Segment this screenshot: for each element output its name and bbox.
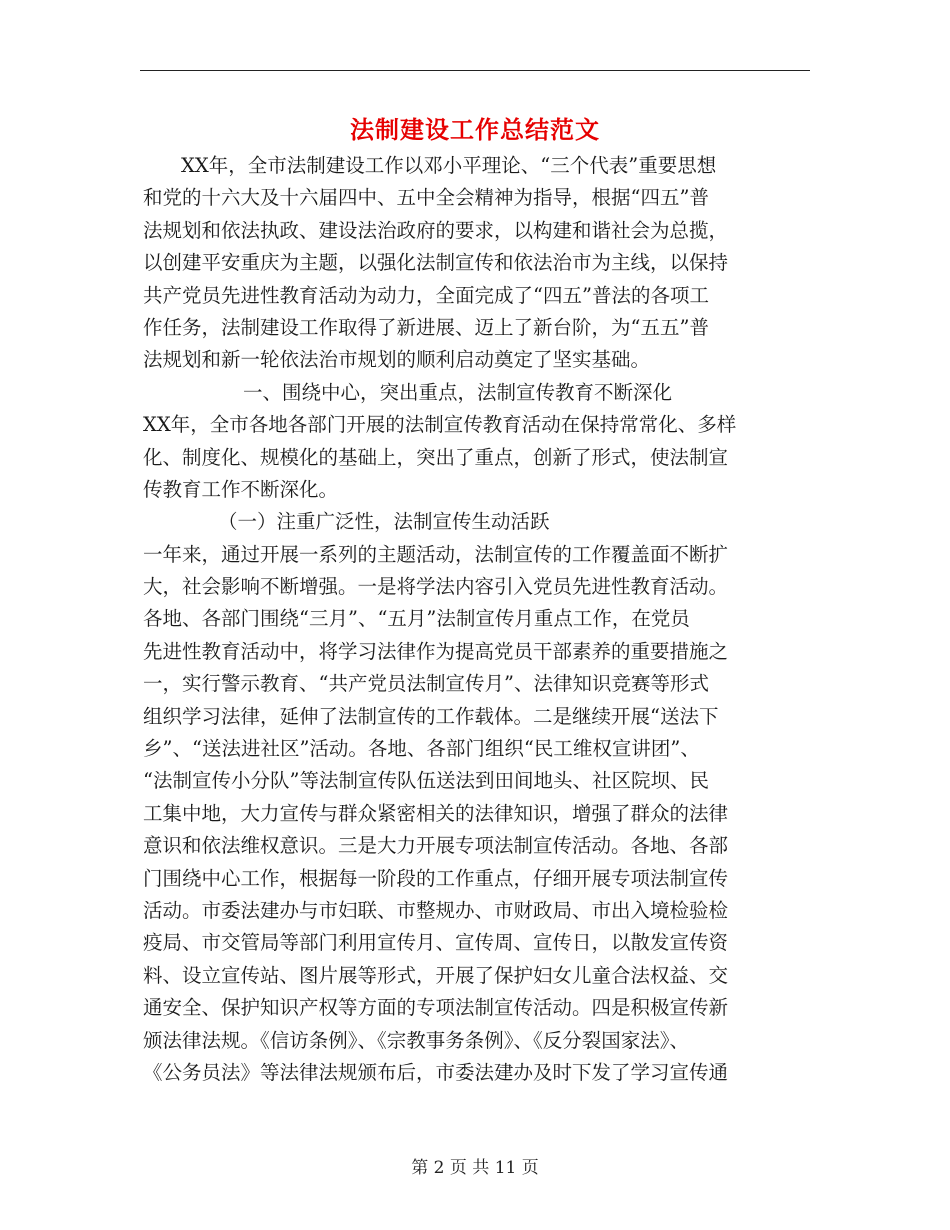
body-line: 和党的十六大及十六届四中、五中全会精神为指导，根据“四五”普 <box>143 186 709 210</box>
body-line: 料、设立宣传站、图片展等形式，开展了保护妇女儿童合法权益、交 <box>143 963 729 987</box>
header-rule <box>140 70 810 71</box>
body-line: 疫局、市交管局等部门利用宣传月、宣传周、宣传日，以散发宣传资 <box>143 931 729 955</box>
body-line: 《公务员法》等法律法规颁布后，市委法建办及时下发了学习宣传通 <box>143 1060 729 1084</box>
body-line: 共产党员先进性教育活动为动力，全面完成了“四五”普法的各项工 <box>143 283 709 307</box>
body-line: 乡”、“送法进社区”活动。各地、各部门组织“民工维权宣讲团”、 <box>143 737 700 761</box>
body-line: 一，实行警示教育、“共产党员法制宣传月”、法律知识竞赛等形式 <box>143 672 709 696</box>
body-line: 传教育工作不断深化。 <box>143 477 339 501</box>
body-line: 大，社会影响不断增强。一是将学法内容引入党员先进性教育活动。 <box>143 575 729 599</box>
document-body <box>143 150 815 1089</box>
body-line: 一、围绕中心，突出重点，法制宣传教育不断深化 <box>243 380 673 404</box>
body-line: 意识和依法维权意识。三是大力开展专项法制宣传活动。各地、各部 <box>143 834 729 858</box>
page-footer: 第 2 页 共 11 页 <box>411 1158 539 1178</box>
body-line: 法规划和依法执政、建设法治政府的要求，以构建和谐社会为总揽， <box>143 218 729 242</box>
body-line: XX年，全市各地各部门开展的法制宣传教育活动在保持常常化、多样 <box>143 413 737 437</box>
body-line: 先进性教育活动中，将学习法律作为提高党员干部素养的重要措施之 <box>143 639 729 663</box>
body-line: 颁法律法规。《信访条例》、《宗教事务条例》、《反分裂国家法》、 <box>143 1028 690 1052</box>
body-line: 法规划和新一轮依法治市规划的顺利启动奠定了坚实基础。 <box>143 348 651 372</box>
body-line: 门围绕中心工作，根据每一阶段的工作重点，仔细开展专项法制宣传 <box>143 866 729 890</box>
body-line: 工集中地，大力宣传与群众紧密相关的法律知识，增强了群众的法律 <box>143 801 729 825</box>
body-line: 活动。市委法建办与市妇联、市整规办、市财政局、市出入境检验检 <box>143 898 729 922</box>
document-title: 法制建设工作总结范文 <box>350 115 600 144</box>
body-line: XX年，全市法制建设工作以邓小平理论、“三个代表”重要思想 <box>181 154 717 177</box>
body-line: 各地、各部门围绕“三月”、“五月”法制宣传月重点工作，在党员 <box>143 607 690 631</box>
body-line: 组织学习法律，延伸了法制宣传的工作载体。二是继续开展“送法下 <box>143 704 719 728</box>
body-line: 通安全、保护知识产权等方面的专项法制宣传活动。四是积极宣传新 <box>143 996 729 1020</box>
body-line: 以创建平安重庆为主题，以强化法制宣传和依法治市为主线，以保持 <box>143 251 729 275</box>
body-line: 化、制度化、规模化的基础上，突出了重点，创新了形式，使法制宣 <box>143 445 729 469</box>
body-line: （一）注重广泛性，法制宣传生动活跃 <box>218 510 550 534</box>
body-line: 一年来，通过开展一系列的主题活动，法制宣传的工作覆盖面不断扩 <box>143 542 729 566</box>
body-line: 作任务，法制建设工作取得了新进展、迈上了新台阶，为“五五”普 <box>143 315 709 339</box>
body-line: “法制宣传小分队”等法制宣传队伍送法到田间地头、社区院坝、民 <box>143 769 709 793</box>
